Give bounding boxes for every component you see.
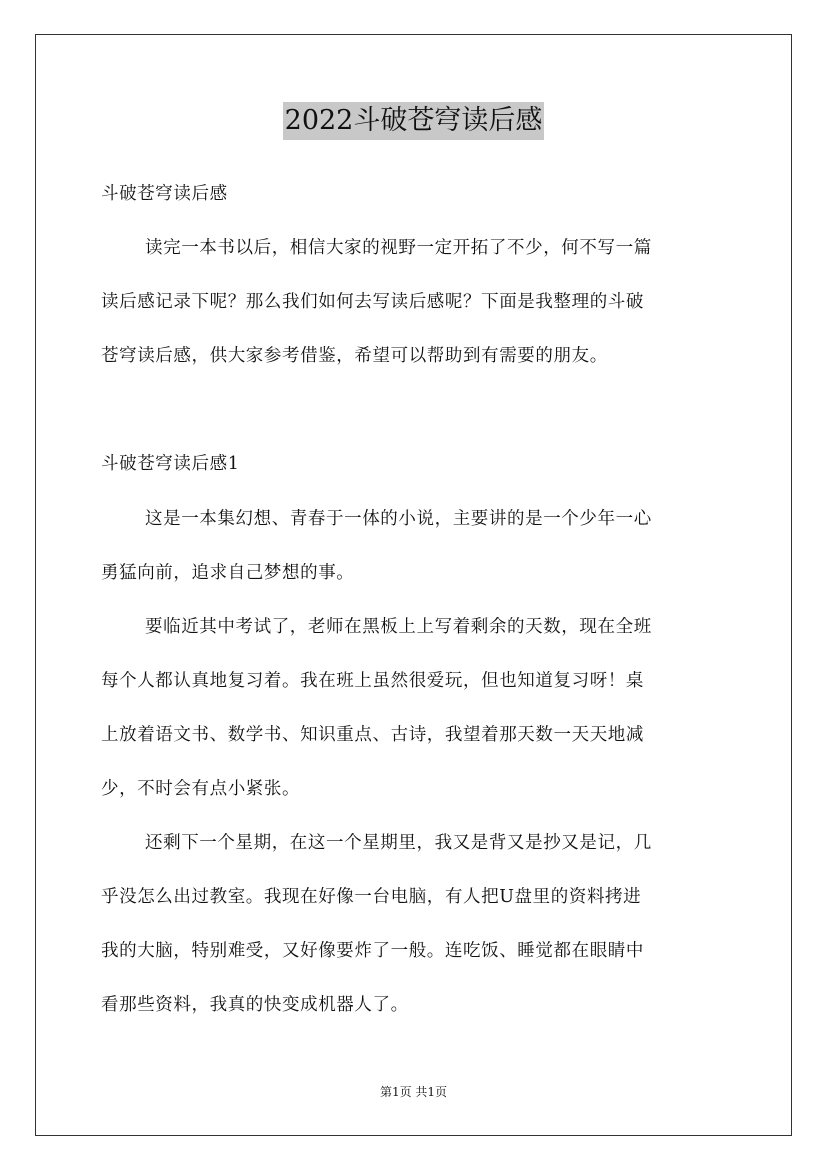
- paragraph-line: 勇猛向前，追求自己梦想的事。: [101, 563, 355, 583]
- document-title: 2022斗破苍穹读后感: [283, 102, 545, 140]
- paragraph-line: 乎没怎么出过教室。我现在好像一台电脑，有人把U盘里的资料拷进: [101, 887, 642, 907]
- intro-line: 读后感记录下呢？那么我们如何去写读后感呢？下面是我整理的斗破: [101, 292, 644, 312]
- page-number: 第1页 共1页: [379, 1085, 448, 1099]
- paragraph-line: 少，不时会有点小紧张。: [101, 779, 301, 799]
- paragraph-line: 每个人都认真地复习着。我在班上虽然很爱玩，但也知道复习呀！桌: [101, 671, 644, 691]
- section-heading: 斗破苍穹读后感1: [101, 454, 240, 474]
- paragraph-line: 还剩下一个星期，在这一个星期里，我又是背又是抄又是记，几: [145, 833, 652, 853]
- intro-line: 苍穹读后感，供大家参考借鉴，希望可以帮助到有需要的朋友。: [101, 346, 608, 366]
- paragraph-line: 上放着语文书、数学书、知识重点、古诗，我望着那天数一天天地减: [101, 725, 644, 745]
- paragraph-line: 这是一本集幻想、青春于一体的小说，主要讲的是一个少年一心: [145, 509, 652, 529]
- document-subtitle: 斗破苍穹读后感: [101, 184, 228, 204]
- paragraph-line: 看那些资料，我真的快变成机器人了。: [101, 995, 409, 1015]
- paragraph-line: 我的大脑，特别难受，又好像要炸了一般。连吃饭、睡觉都在眼睛中: [101, 941, 644, 961]
- title-container: [0, 102, 827, 140]
- paragraph-line: 要临近其中考试了，老师在黑板上上写着剩余的天数，现在全班: [145, 617, 652, 637]
- intro-line: 读完一本书以后，相信大家的视野一定开拓了不少，何不写一篇: [145, 238, 652, 258]
